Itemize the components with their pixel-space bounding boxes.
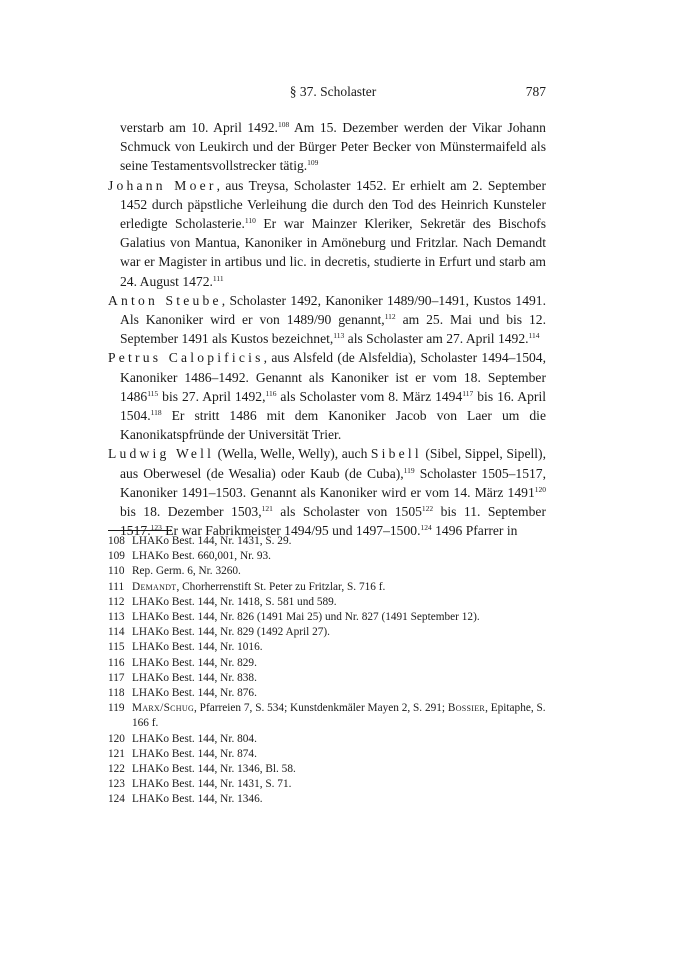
footnote-text: LHAKo Best. 144, Nr. 1346, Bl. 58. [132,763,296,776]
footnote-ref: 121 [261,504,273,514]
footnote-109 [108,549,546,564]
footnote-text: LHAKo Best. 144, Nr. 1418, S. 581 und 589. [132,595,337,608]
footnote-text: LHAKo Best. 144, Nr. 838. [132,671,257,684]
footnote-120 [108,732,546,747]
footnote-number: 117 [108,671,125,684]
footnote-ref: 112 [384,312,396,322]
author-name: Marx/Schug [132,702,195,715]
entry-name-alt: Sibell [370,446,422,462]
footnote-112 [108,595,546,610]
footnote-text: LHAKo Best. 144, Nr. 804. [132,732,257,745]
footnote-number: 108 [108,535,125,547]
footnote-text: LHAKo Best. 144, Nr. 876. [132,687,257,700]
footnote-number: 124 [108,793,125,806]
footnote-ref: 123 [150,523,162,533]
footnote-ref: 110 [244,216,256,226]
entry-johann-moer: Johann Moer, aus Treysa, Scholaster 1452. Er erhielt am 2. September 1452 durch päpstliche Verleihung die durch den Tod des Heinrich Kunsteler erledigte Scholasterie.$^{110}$ Er war Mainzer Kleriker, Sekretär des Bischofs Galatius von Mantua, Kanoniker in Amöneburg und Fritzlar. Nach Demandt war er Magister in artibus und lic. in decretis, studierte in Erfurt und starb am 24. August 1472.$^{111}$ [108,177,546,289]
footnote-number: 113 [108,611,125,624]
footnote-number: 110 [108,565,125,578]
footnote-116 [108,656,546,671]
footnote-text: LHAKo Best. 144, Nr. 1016. [132,641,263,654]
footnote-ref: 119 [403,465,415,475]
footnote-number: 112 [108,595,125,608]
footnote-text: LHAKo Best. 144, Nr. 826 (1491 Mai 25) und Nr. 827 (1491 September 12). [132,611,480,624]
entry-petrus-calopificis: Petrus Calopificis, aus Alsfeld (de Alsfeldia), Scholaster 1494–1504, Kanoniker 1486–1492. Genannt als Kanoniker ist er vom 18. September 1486$^{115}$ bis 27. April 1492,$^{116}$ als Scholaster vom 8. März 1494$^{117}$ bis 16. April 1504.$^{118}$ Er stritt 1486 mit dem Kanoniker Jacob von Laer um die Kanonikatspfründe der Universität Trier. [108,350,547,443]
paragraph-continuation: verstarb am 10. April 1492.$^{108}$ Am 15. Dezember werden der Vikar Johann Schmuck von Leukirch und der Bürger Peter Becker von Münstermaifeld als seine Testamentsvollstrecker tätig.$^{109}$ [120,120,546,174]
footnote-number: 109 [108,550,125,563]
footnotes [108,534,546,808]
footnote-text: LHAKo Best. 660,001, Nr. 93. [132,550,272,563]
entry-name: Johann Moer [108,177,217,193]
footnote-number: 116 [108,656,125,669]
footnote-ref: 124 [420,523,432,533]
entry-name: Ludwig Well [108,446,215,462]
entry-ludwig-well: Ludwig Well (Wella, Welle, Welly), auch Sibell (Sibel, Sippel, Sipell), aus Oberwesel (de Wesalia) oder Kaub (de Cuba),$^{119}$ Scholaster 1505–1517, Kanoniker 1491–1503. Genannt als Kanoniker wird er vom 14. März 1491$^{120}$ bis 18. Dezember 1503,$^{121}$ als Scholaster von 1505$^{122}$ bis 11. September 1517.$^{123}$ Er war Fabrikmeister 1494/95 und 1497–1500.$^{124}$ 1496 Pfarrer in [108,446,546,539]
footnote-text: Rep. Germ. 6, Nr. 3260. [132,565,241,578]
footnote-ref: 116 [265,388,277,398]
footnote-ref: 113 [333,331,345,341]
footnote-ref: 111 [212,273,224,283]
entry-name: Anton Steube [108,292,222,308]
footnote-text: LHAKo Best. 144, Nr. 1431, S. 71. [132,778,292,791]
footnote-ref: 109 [307,158,319,168]
entry-name: Petrus Calopificis [108,350,264,366]
footnote-separator [108,530,172,531]
author-name: Bossier [447,702,486,715]
footnote-118 [108,686,546,701]
footnote-ref: 115 [147,388,159,398]
footnote-108 [108,534,546,549]
page-header [120,84,546,104]
footnote-number: 111 [108,580,125,593]
page-number: 787 [525,84,546,99]
footnote-121 [108,747,546,762]
footnote-number: 120 [108,732,125,745]
footnote-124 [108,792,546,807]
footnote-text: Marx/Schug, Pfarreien 7, S. 534; Kunstdenkmäler Mayen 2, S. 291; Bossier, Epitaphe, S. 166 f. [132,702,546,730]
footnote-ref: 114 [528,331,540,341]
footnote-text: LHAKo Best. 144, Nr. 1346. [132,793,263,806]
running-title: § 37. Scholaster [289,84,377,99]
footnote-ref: 108 [277,120,290,129]
footnote-number: 122 [108,763,125,776]
footnote-number: 119 [108,702,125,715]
footnote-115 [108,640,546,655]
footnote-ref: 120 [534,484,546,494]
footnote-ref: 122 [421,504,434,514]
footnote-110 [108,564,546,579]
footnote-number: 114 [108,626,125,639]
main-text [108,118,546,540]
footnote-117 [108,671,546,686]
footnote-119 [108,701,546,731]
footnote-text: LHAKo Best. 144, Nr. 1431, S. 29. [132,535,292,547]
footnote-114 [108,625,546,640]
footnote-text: Demandt, Chorherrenstift St. Peter zu Fritzlar, S. 716 f. [132,580,386,593]
footnote-text: LHAKo Best. 144, Nr. 829. [132,656,257,669]
footnote-number: 121 [108,747,125,760]
footnote-number: 123 [108,778,125,791]
footnote-number: 115 [108,641,125,654]
footnote-ref: 118 [150,408,162,418]
footnote-text: LHAKo Best. 144, Nr. 829 (1492 April 27). [132,626,330,639]
footnote-122 [108,762,546,777]
footnote-111 [108,580,546,595]
footnote-ref: 117 [462,388,474,398]
footnote-123 [108,777,546,792]
footnote-number: 118 [108,687,125,700]
footnote-text: LHAKo Best. 144, Nr. 874. [132,747,257,760]
footnote-113 [108,610,546,625]
author-name: Demandt [132,580,177,593]
entry-anton-steube: Anton Steube, Scholaster 1492, Kanoniker 1489/90–1491, Kustos 1491. Als Kanoniker wird er von 1489/90 genannt,$^{112}$ am 25. Mai und bis 12. September 1491 als Kustos bezeichnet,$^{113}$ als Scholaster am 27. April 1492.$^{114}$ [108,292,547,347]
